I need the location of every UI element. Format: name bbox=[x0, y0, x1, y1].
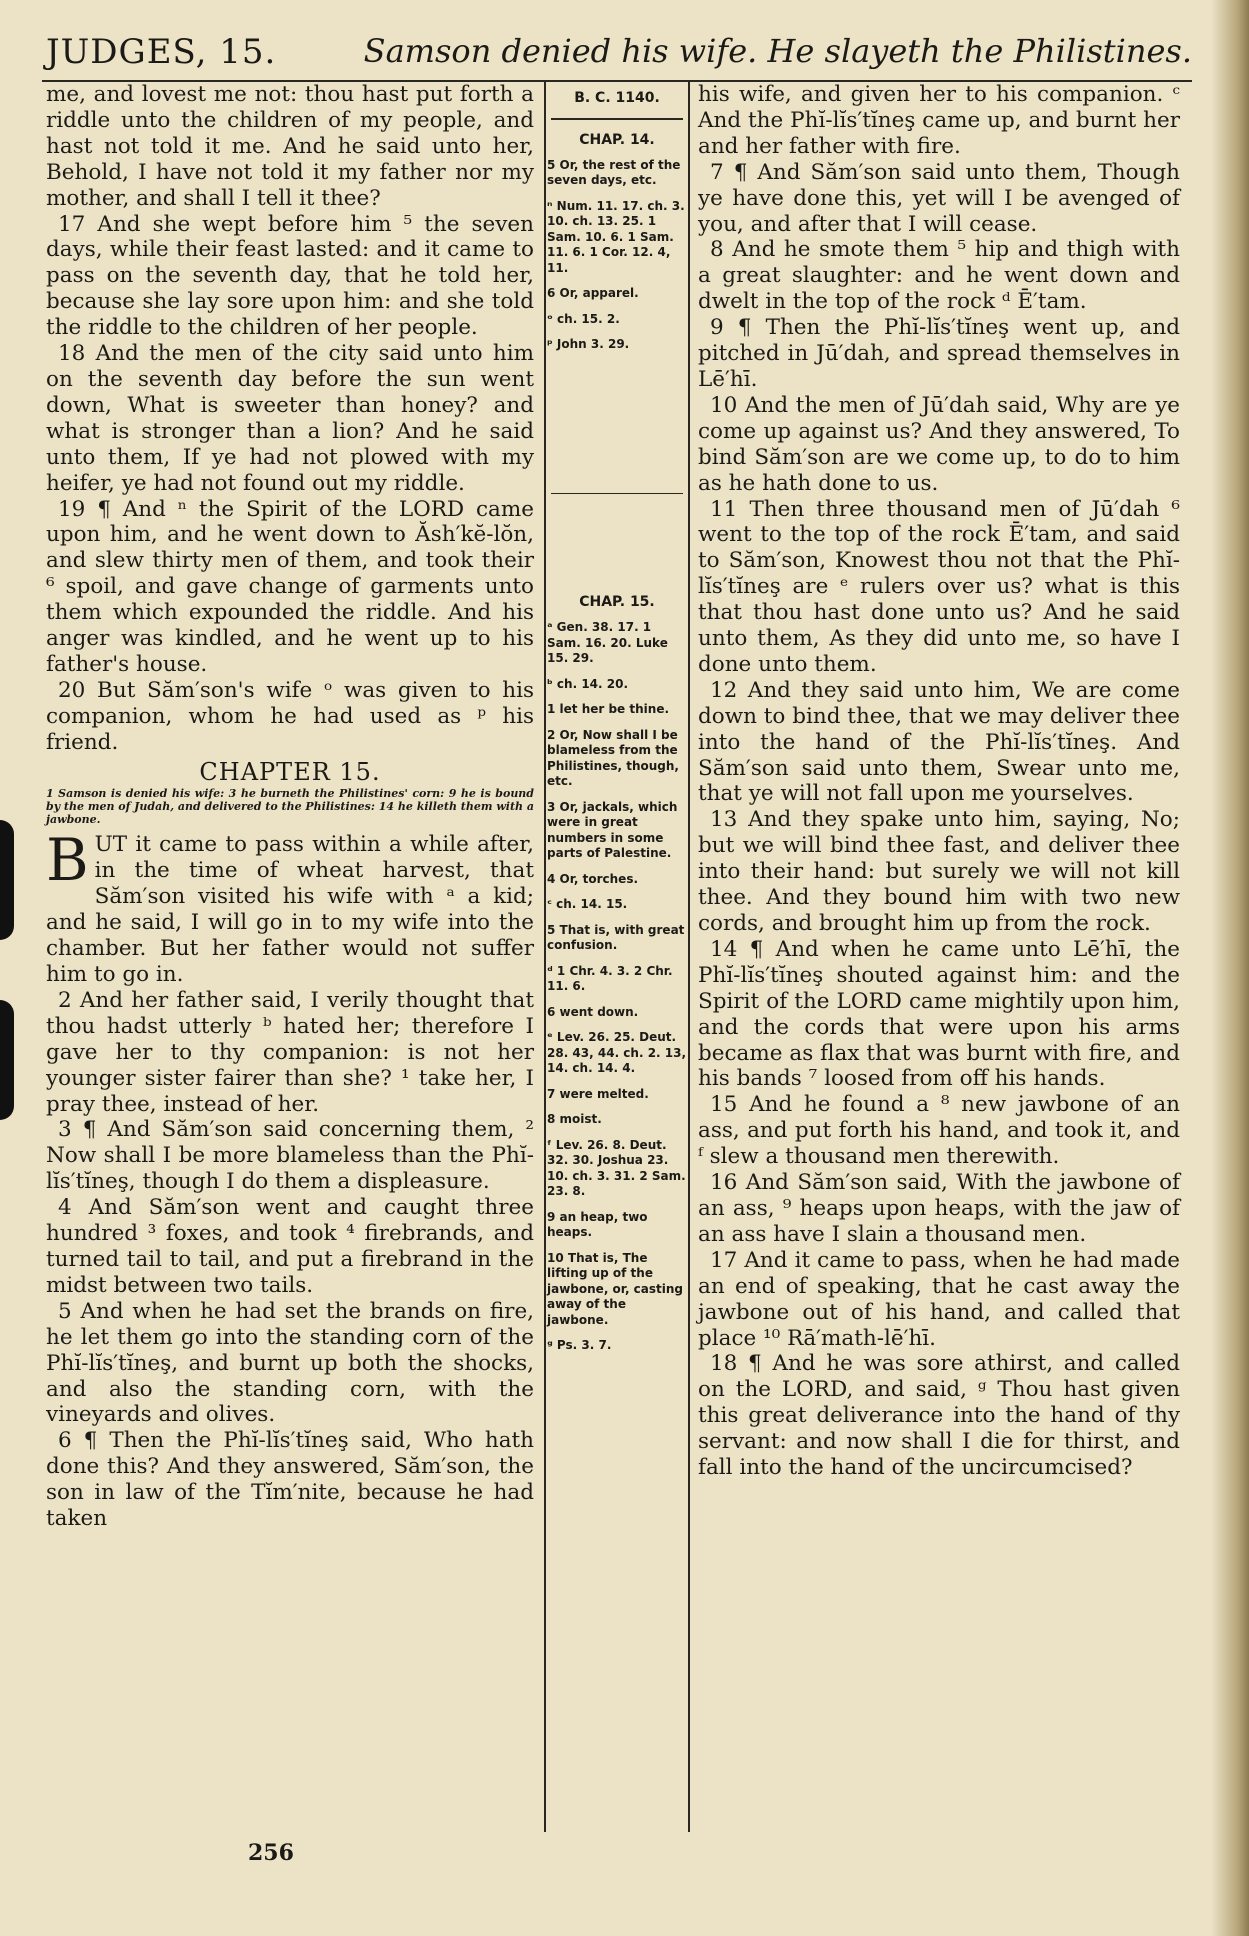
margin-note: 9 an heap, two heaps. bbox=[547, 1209, 648, 1239]
verse: 8 And he smote them ⁵ hip and thigh with a great slaughter: and he went down and dwelt in the top of the rock ᵈ Ē′tam. bbox=[698, 237, 1180, 315]
margin-note: 6 went down. bbox=[547, 1004, 639, 1019]
margin-note: ᵃ Gen. 38. 17. 1 Sam. 16. 20. Luke 15. 29. bbox=[547, 620, 668, 665]
margin-note: 5 That is, with great confusion. bbox=[547, 922, 685, 952]
verse: me, and lovest me not: thou hast put forth a riddle unto the children of my people, and hast not told it me. And he said unto her, Behold, I have not told it my father nor my mother, and shall I tell it thee? bbox=[46, 82, 534, 211]
margin-note: 5 Or, the rest of the seven days, etc. bbox=[547, 157, 681, 187]
left-text-column bbox=[46, 82, 534, 1532]
verse-text: UT it came to pass within a while after, in the time of wheat harvest, that Săm′son visited his wife with ᵃ a kid; and he said, I will go in to my wife into the chamber. But her father would not suffer him to go in. bbox=[46, 832, 534, 987]
right-text-column bbox=[698, 82, 1180, 1481]
verse: 18 And the men of the city said unto him on the seventh day before the sun went down, What is sweeter than honey? and what is stronger than a lion? And he said unto them, If ye had not plowed with my heifer, ye had not found out my riddle. bbox=[46, 341, 534, 496]
page-number: 256 bbox=[248, 1840, 294, 1866]
date-label: B. C. 1140. bbox=[574, 90, 660, 106]
running-title: Samson denied his wife. He slayeth the Philistines. bbox=[363, 32, 1192, 70]
margin-note: 2 Or, Now shall I be blameless from the Philistines, though, etc. bbox=[547, 727, 679, 788]
center-reference-column bbox=[547, 82, 687, 1354]
verse: 17 And she wept before him ⁵ the seven days, while their feast lasted: and it came to pass on the seventh day, that he told her, because she lay sore upon him: and she told the riddle to the children of her people. bbox=[46, 211, 534, 341]
chapter-summary: 1 Samson is denied his wife: 3 he burneth the Philistines' corn: 9 he is bound by the men of Judah, and delivered to the Philistines: 14 he killeth them with a jawbone. bbox=[46, 787, 535, 827]
verse: his wife, and given her to his companion. ᶜ And the Phĭ-lĭs′tĭneş came up, and burnt her and her father with fire. bbox=[698, 82, 1180, 159]
binding-thumb-tab bbox=[0, 1000, 14, 1120]
verse: 16 And Săm′son said, With the jawbone of an ass, ⁹ heaps upon heaps, with the jaw of an ass have I slain a thousand men. bbox=[698, 1170, 1180, 1247]
verse: 9 ¶ Then the Phĭ-lĭs′tĭneş went up, and pitched in Jū′dah, and spread themselves in Lē′hī. bbox=[698, 315, 1180, 392]
verse: 4 And Săm′son went and caught three hundred ³ foxes, and took ⁴ firebrands, and turned tail to tail, and put a firebrand in the midst between two tails. bbox=[46, 1195, 534, 1298]
binding-thumb-tab bbox=[0, 820, 14, 940]
verse: 20 But Săm′son's wife ᵒ was given to his companion, whom he had used as ᵖ his friend. bbox=[46, 677, 534, 755]
book-chapter-label: JUDGES, 15. bbox=[46, 32, 277, 72]
verse: 3 ¶ And Săm′son said concerning them, ² Now shall I be more blameless than the Phĭ-lĭs′tĭneş, though I do them a displeasure. bbox=[46, 1117, 534, 1195]
verse: 2 And her father said, I verily thought that thou hadst utterly ᵇ hated her; therefore I gave her to thy companion: is not her younger sister fairer than she? ¹ take her, I pray thee, instead of her. bbox=[46, 987, 534, 1117]
verse: 15 And he found a ⁸ new jawbone of an ass, and put forth his hand, and took it, and ᶠ slew a thousand men therewith. bbox=[698, 1092, 1180, 1170]
margin-note: 7 were melted. bbox=[547, 1086, 649, 1101]
verse: 17 And it came to pass, when he had made an end of speaking, that he cast away the jawbone out of his hand, and called that place ¹⁰ Rā′math-lē′hī. bbox=[698, 1247, 1180, 1351]
margin-note: ᵉ Lev. 26. 25. Deut. 28. 43, 44. ch. 2. 13, 14. ch. 14. 4. bbox=[547, 1030, 687, 1075]
chapter-15-notes bbox=[547, 620, 687, 1354]
chapter-ref-label: CHAP. 15. bbox=[579, 594, 655, 610]
margin-note: ᵒ ch. 15. 2. bbox=[547, 311, 620, 326]
margin-note: ⁿ Num. 11. 17. ch. 3. 10. ch. 13. 25. 1 Sam. 10. 6. 1 Sam. 11. 6. 1 Cor. 12. 4, 11. bbox=[547, 198, 685, 275]
reference-rule bbox=[551, 118, 683, 120]
running-header bbox=[42, 28, 1192, 78]
chapter-14-notes bbox=[547, 158, 687, 353]
verse bbox=[46, 826, 534, 987]
page-edge-shadow bbox=[1211, 0, 1249, 1936]
chapter-ref-label: CHAP. 14. bbox=[579, 131, 655, 148]
column-divider-right bbox=[688, 82, 690, 1832]
margin-note: ᵖ John 3. 29. bbox=[547, 337, 630, 351]
margin-note: 3 Or, jackals, which were in great numbers in some parts of Palestine. bbox=[547, 799, 678, 860]
reference-rule bbox=[551, 493, 683, 495]
verse: 10 And the men of Jū′dah said, Why are ye come up against us? And they answered, To bind Săm′son are we come up, to do to him as he hath done to us. bbox=[698, 392, 1180, 496]
margin-note: ᶠ Lev. 26. 8. Deut. 32. 30. Joshua 23. 10. ch. 3. 31. 2 Sam. 23. 8. bbox=[547, 1137, 686, 1198]
margin-note: 6 Or, apparel. bbox=[547, 286, 639, 300]
column-divider-left bbox=[544, 82, 546, 1832]
chapter-heading: CHAPTER 15. bbox=[199, 757, 381, 786]
margin-note: 4 Or, torches. bbox=[547, 871, 639, 886]
margin-note: 8 moist. bbox=[547, 1112, 602, 1126]
margin-note: 10 That is, The lifting up of the jawbone, or, casting away of the jawbone. bbox=[547, 1250, 684, 1327]
margin-note: ᵈ 1 Chr. 4. 3. 2 Chr. 11. 6. bbox=[547, 963, 673, 993]
verse: 5 And when he had set the brands on fire, he let them go into the standing corn of the Phĭ-lĭs′tĭneş, and burnt up both the shocks, and also the standing corn, with the vineyards and olives. bbox=[46, 1298, 534, 1428]
verse: 13 And they spake unto him, saying, No; but we will bind thee fast, and deliver thee into their hand: but surely we will not kill thee. And they bound him with two new cords, and brought him up from the rock. bbox=[698, 807, 1180, 936]
verse: 18 ¶ And he was sore athirst, and called on the LORD, and said, ᵍ Thou hast given this great deliverance into the hand of thy servant: and now shall I die for thirst, and fall into the hand of the uncircumcised? bbox=[698, 1351, 1180, 1481]
verse: 7 ¶ And Săm′son said unto them, Though ye have done this, yet will I be avenged of you, and after that I will cease. bbox=[698, 159, 1180, 237]
margin-note: ᶜ ch. 14. 15. bbox=[547, 897, 628, 911]
verse: 14 ¶ And when he came unto Lē′hī, the Phĭ-lĭs′tĭneş shouted against him: and the Spirit of the LORD came mightily upon him, and the cords that were upon his arms became as flax that was burnt with fire, and his bands ⁷ loosed from off his hands. bbox=[698, 936, 1180, 1092]
verse: 12 And they said unto him, We are come down to bind thee, that we may deliver thee into the hand of the Phĭ-lĭs′tĭneş. And Săm′son said unto them, Swear unto me, that ye will not fall upon me yourselves. bbox=[698, 677, 1180, 807]
drop-cap: B bbox=[46, 826, 89, 895]
margin-note: ᵇ ch. 14. 20. bbox=[547, 676, 629, 691]
verse: 19 ¶ And ⁿ the Spirit of the LORD came upon him, and he went down to Ăsh′kĕ-lŏn, and slew thirty men of them, and took their ⁶ spoil, and gave change of garments unto them which expounded the riddle. And his anger was kindled, and he went up to his father's house. bbox=[46, 496, 534, 677]
verse: 6 ¶ Then the Phĭ-lĭs′tĭneş said, Who hath done this? And they answered, Săm′son, the son in law of the Tĭm′nite, because he had taken bbox=[46, 1428, 534, 1532]
margin-note: ᵍ Ps. 3. 7. bbox=[547, 1338, 612, 1352]
verse: 11 Then three thousand men of Jū′dah ⁶ went to the top of the rock Ē′tam, and said to Săm′son, Knowest thou not that the Phĭ-lĭs′tĭneş are ᵉ rulers over us? what is this that thou hast done unto us? And he said unto them, As they did unto me, so have I done unto them. bbox=[698, 496, 1180, 677]
margin-note: 1 let her be thine. bbox=[547, 702, 670, 716]
